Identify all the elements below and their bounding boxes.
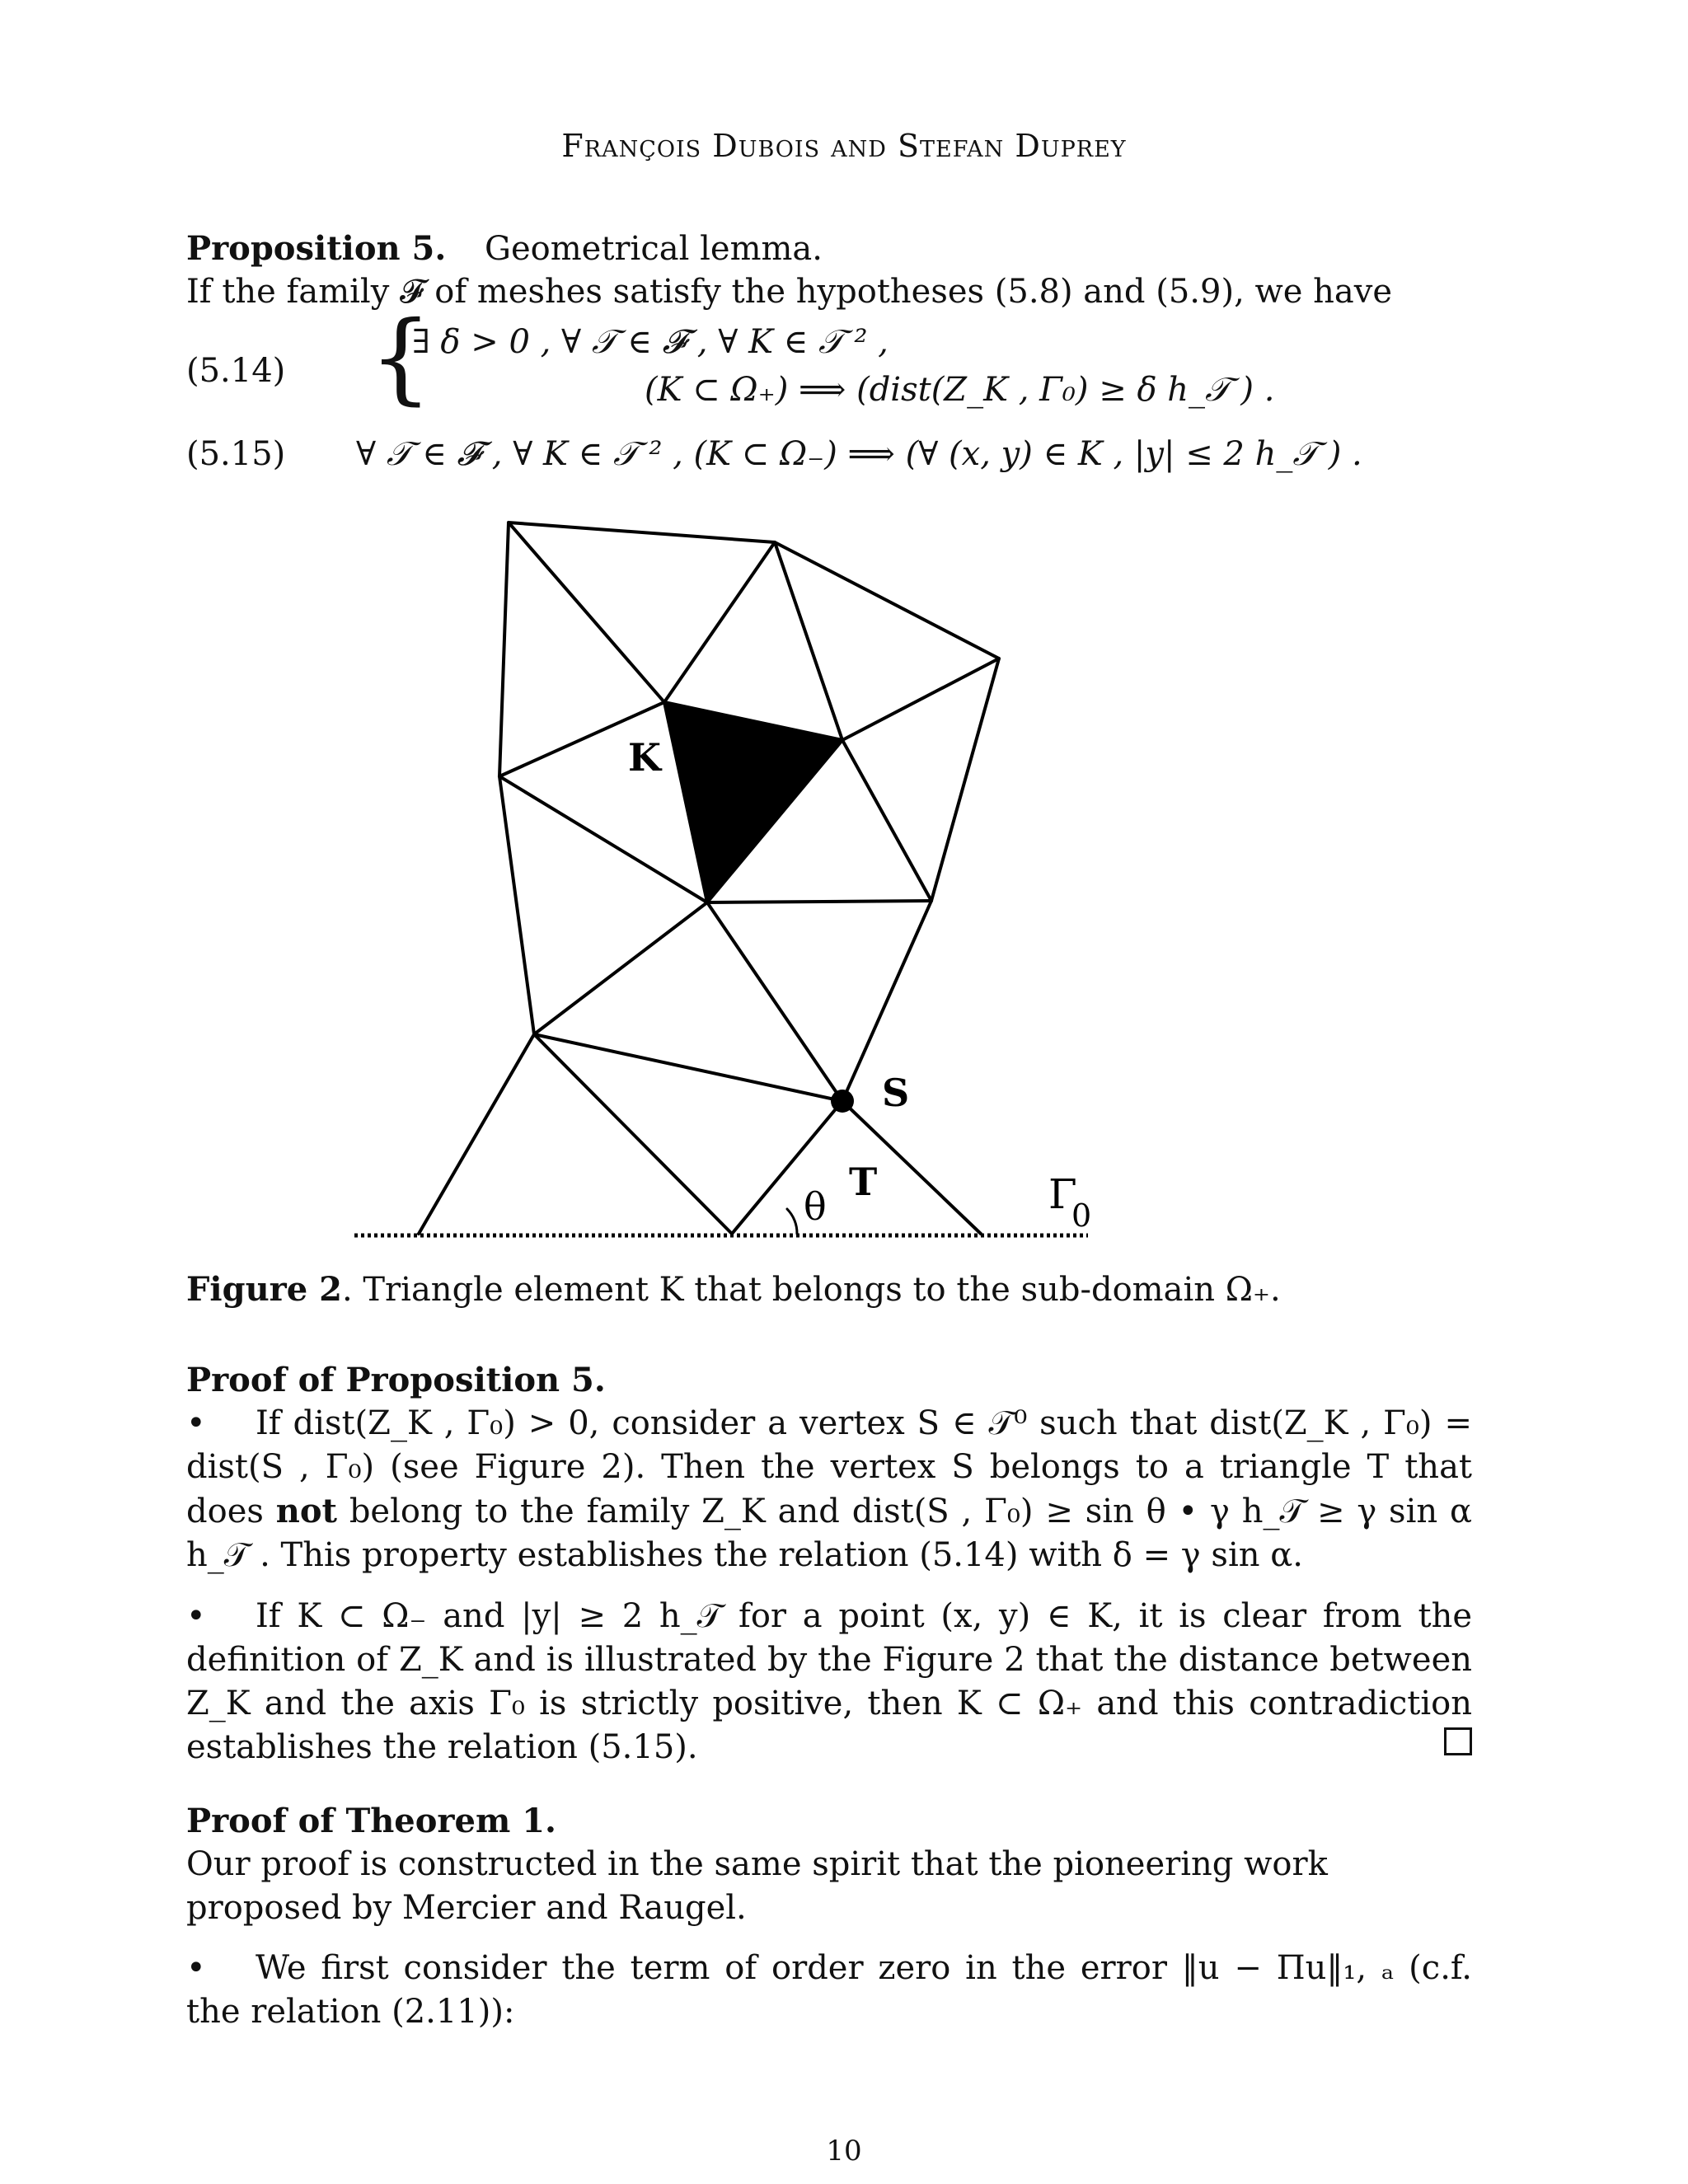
- proof-prop-para1: • If dist(Z_K , Γ₀) > 0, consider a vertex S ∈ 𝒯⁰ such that dist(Z_K , Γ₀) = dist(S , Γ₀) (see Figure 2). Then the vertex S belongs to a triangle T that does not belong to the family Z_K and dist(S , Γ₀) ≥ sin θ • γ h_𝒯 ≥ γ sin α h_𝒯 . This property establishes the relation (5.14) with δ = γ sin α.: [186, 1404, 1472, 1574]
- label-theta: θ: [804, 1184, 827, 1229]
- mesh-edge: [707, 902, 842, 1101]
- label-t: T: [849, 1160, 878, 1204]
- mesh-edge: [499, 776, 707, 902]
- proof-prop-para2: • If K ⊂ Ω₋ and |y| ≥ 2 h_𝒯 for a point (x, y) ∈ K, it is clear from the definition of Z_K and is illustrated by the Figure 2 that the distance between Z_K and the axis Γ₀ is strictly positive, then K ⊂ Ω₊ and this contradiction establishes the relation (5.15).: [186, 1597, 1472, 1766]
- proof-prop-para1-a: If dist(Z_K , Γ₀) > 0, consider a vertex S ∈ 𝒯⁰ such that dist(Z_K , Γ₀) = dist(S , Γ₀) (see Figure 2). Then the vertex S belongs to a triangle T that does: [186, 1404, 1472, 1530]
- equation-514-line2: (K ⊂ Ω₊) ⟹ (dist(Z_K , Γ₀) ≥ δ h_𝒯 ) .: [645, 371, 1275, 409]
- mesh-edge: [534, 1034, 732, 1234]
- figure-caption-text: . Triangle element K that belongs to the sub-domain Ω₊.: [341, 1271, 1281, 1309]
- figure-caption: [186, 1268, 1472, 1312]
- label-gamma: Γ: [1048, 1170, 1077, 1218]
- proof-prop-heading: Proof of Proposition 5.: [186, 1361, 606, 1399]
- mesh-edge: [534, 902, 707, 1034]
- running-head: François Dubois and Stefan Duprey: [561, 128, 1127, 164]
- label-gamma-sub: 0: [1071, 1197, 1092, 1234]
- equation-number-515: (5.15): [186, 435, 286, 473]
- proof-thm-para2: • We first consider the term of order zero in the error ‖u − Πu‖₁, ₐ (c.f. the relation (2.11)):: [186, 1949, 1472, 2031]
- theta-arc: [787, 1209, 797, 1234]
- mesh-edge: [707, 901, 931, 902]
- proof-prop-para1-bold: not: [275, 1492, 337, 1530]
- page-number: 10: [826, 2135, 862, 2168]
- proposition-label: Proposition 5: [186, 229, 435, 268]
- mesh-edge: [534, 1034, 842, 1101]
- vertex-s: [831, 1090, 854, 1113]
- qed-box: [1444, 1727, 1472, 1755]
- triangle-k-filled: [664, 702, 842, 902]
- proposition-intro: If the family 𝓕 of meshes satisfy the hypotheses (5.8) and (5.9), we have: [186, 273, 1392, 311]
- proposition-heading: Proposition 5. Geometrical lemma.: [186, 229, 823, 268]
- proof-thm-para2-text: We first consider the term of order zero in the error ‖u − Πu‖₁, ₐ (c.f. the relation (2.11)):: [186, 1949, 1472, 2031]
- proof-thm-para1: Our proof is constructed in the same spirit that the pioneering work proposed by Mercier and Raugel.: [186, 1845, 1328, 1927]
- label-s: S: [882, 1071, 910, 1115]
- proposition-title: Geometrical lemma.: [485, 230, 823, 268]
- equation-number-514: (5.14): [186, 352, 286, 390]
- equation-514-line1: ∃ δ > 0 , ∀ 𝒯 ∈ 𝓕 , ∀ K ∈ 𝒯 ² ,: [412, 323, 889, 361]
- figure-caption-label: Figure 2: [186, 1270, 342, 1309]
- proof-thm-heading: Proof of Theorem 1.: [186, 1802, 556, 1840]
- mesh-edge: [842, 658, 999, 740]
- mesh-edge: [664, 542, 775, 702]
- mesh-edge: [509, 523, 664, 702]
- left-brace: {: [369, 301, 433, 415]
- equation-515: ∀ 𝒯 ∈ 𝓕 , ∀ K ∈ 𝒯 ² , (K ⊂ Ω₋) ⟹ (∀ (x, y) ∈ K , |y| ≤ 2 h_𝒯 ) .: [356, 435, 1362, 473]
- proof-prop-para2-text: If K ⊂ Ω₋ and |y| ≥ 2 h_𝒯 for a point (x, y) ∈ K, it is clear from the definition of Z_K and is illustrated by the Figure 2 that the distance between Z_K and the axis Γ₀ is strictly positive, then K ⊂ Ω₊ and this contradiction establishes the relation (5.15).: [186, 1597, 1472, 1766]
- label-k: K: [628, 735, 661, 780]
- proof-prop-para1-b: belong to the family Z_K and dist(S , Γ₀) ≥ sin θ • γ h_𝒯 ≥ γ sin α h_𝒯 . This property establishes the relation (5.14) with δ = γ sin α.: [186, 1493, 1472, 1574]
- mesh-edge: [842, 740, 931, 901]
